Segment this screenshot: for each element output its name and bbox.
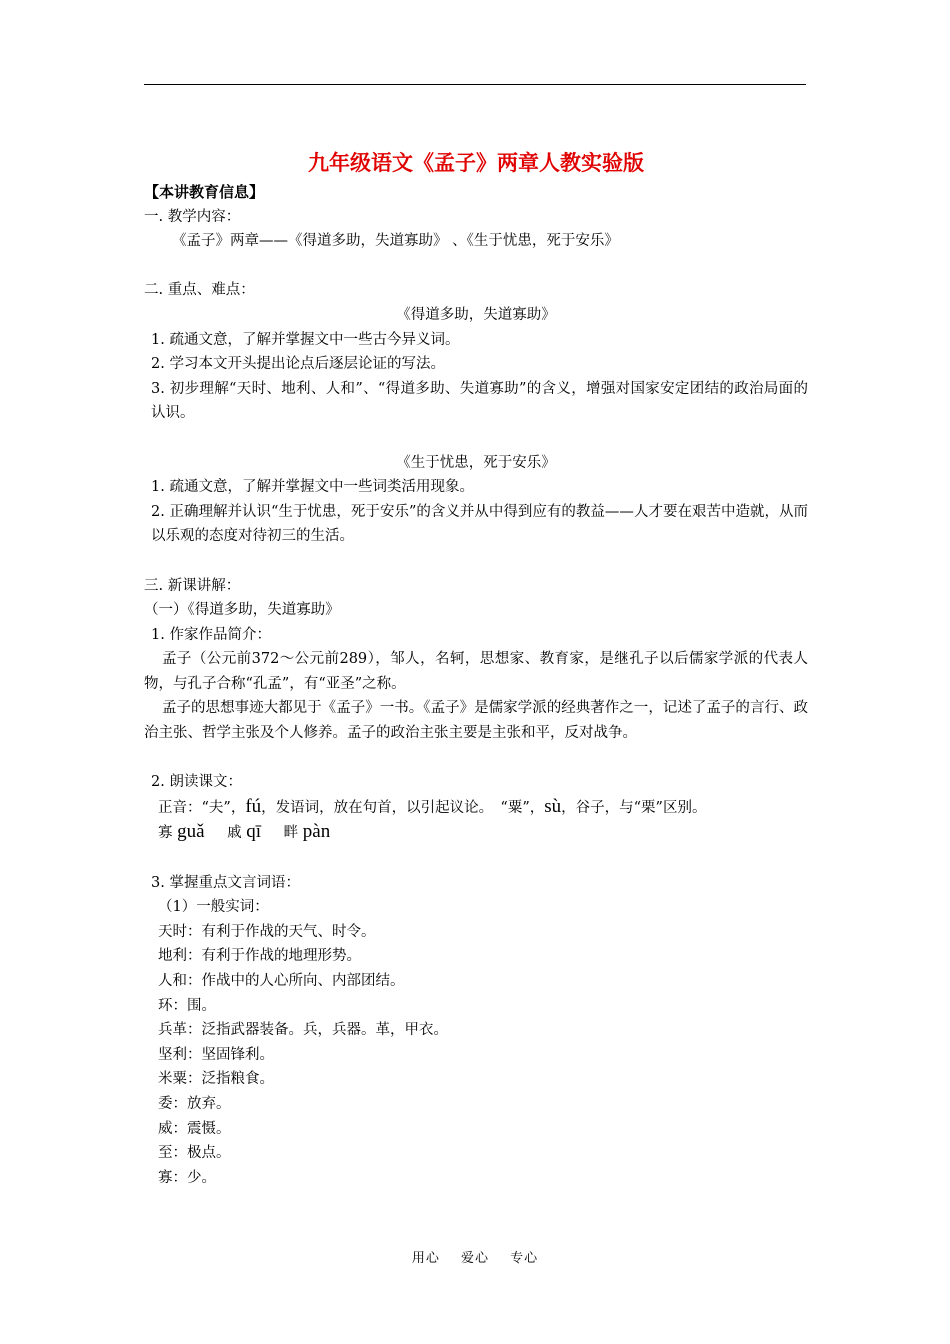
vocab-item: 坚利：坚固锋利。 [158, 1046, 274, 1063]
pronunciation-list: 寡 guǎ 戚 qī 畔 pàn [158, 821, 331, 843]
footer-text: 用心 [411, 1251, 440, 1266]
pinyin: guǎ [177, 821, 205, 843]
pronunciation-line: 正音：“夫”，fú，发语词，放在句首，以引起议论。 “粟”，sù，谷子，与“栗”区别。 [158, 795, 707, 817]
vocab-item: 天时：有利于作战的天气、时令。 [158, 923, 376, 940]
pinyin: pàn [302, 821, 331, 843]
footer-text: 爱心 [460, 1251, 489, 1266]
part-title: （一）《得道多助，失道寡助》 [144, 602, 340, 619]
reading-heading: 2. 朗读课文： [151, 774, 242, 791]
vocab-subheading: （1）一般实词： [158, 899, 269, 916]
vocab-item: 至：极点。 [158, 1145, 231, 1162]
header-rule [144, 84, 806, 85]
vocab-item: 委：放弃。 [158, 1095, 231, 1112]
footer-text: 专心 [510, 1251, 539, 1266]
pinyin: sù [544, 795, 562, 817]
list-item: 2. 学习本文开头提出论点后逐层论证的写法。 [151, 356, 445, 373]
vocab-item: 寡：少。 [158, 1169, 216, 1186]
section-heading-3: 三. 新课讲解： [144, 577, 241, 594]
vocab-item: 环：围。 [158, 997, 216, 1014]
intro-paragraph: 孟子的思想事迹大都见于《孟子》一书。《孟子》是儒家学派的经典著作之一，记述了孟子的言行、政治主张、哲学主张及个人修养。孟子的政治主张主要是主张和平，反对战争。 [144, 700, 808, 742]
vocab-item: 威：震慑。 [158, 1120, 231, 1137]
document-title: 九年级语文《孟子》两章人教实验版 [308, 150, 644, 175]
section-heading-1: 一. 教学内容： [144, 208, 241, 225]
section-heading-2: 二. 重点、难点： [144, 282, 255, 299]
document-body [144, 146, 808, 1190]
pinyin: fú [245, 795, 262, 817]
section-tag: 【本讲教育信息】 [144, 183, 265, 201]
vocab-item: 兵革：泛指武器装备。兵，兵器。革，甲衣。 [158, 1022, 448, 1039]
vocab-item: 米粟：泛指粮食。 [158, 1071, 274, 1088]
intro-heading: 1. 作家作品简介： [151, 626, 271, 643]
vocab-item: 地利：有利于作战的地理形势。 [158, 948, 361, 965]
subsection-title-b: 《生于忧患，死于安乐》 [396, 454, 556, 471]
vocab-item: 人和：作战中的人心所向、内部团结。 [158, 973, 405, 989]
intro-paragraph: 孟子（公元前372～公元前289），邹人，名轲，思想家、教育家，是继孔子以后儒家学派的代表人物，与孔子合称“孔孟”，有“亚圣”之称。 [144, 651, 808, 692]
page-footer [0, 1247, 950, 1266]
list-item: 1. 疏通文意，了解并掌握文中一些词类活用现象。 [151, 479, 474, 496]
subsection-title-a: 《得道多助，失道寡助》 [396, 306, 556, 323]
list-item: 1. 疏通文意，了解并掌握文中一些古今异义词。 [151, 331, 460, 348]
list-item: 2. 正确理解并认识“生于忧患，死于安乐”的含义并从中得到应有的教益——人才要在艰苦中造就，从而以乐观的态度对待初三的生活。 [151, 503, 808, 545]
vocab-heading: 3. 掌握重点文言词语： [151, 874, 300, 891]
pinyin: qī [246, 821, 262, 843]
list-item: 3. 初步理解“天时、地利、人和”、“得道多助、失道寡助”的含义，增强对国家安定团结的政治局面的认识。 [151, 380, 808, 422]
teaching-content: 《孟子》两章——《得道多助，失道寡助》 、《生于忧患，死于安乐》 [172, 233, 619, 250]
